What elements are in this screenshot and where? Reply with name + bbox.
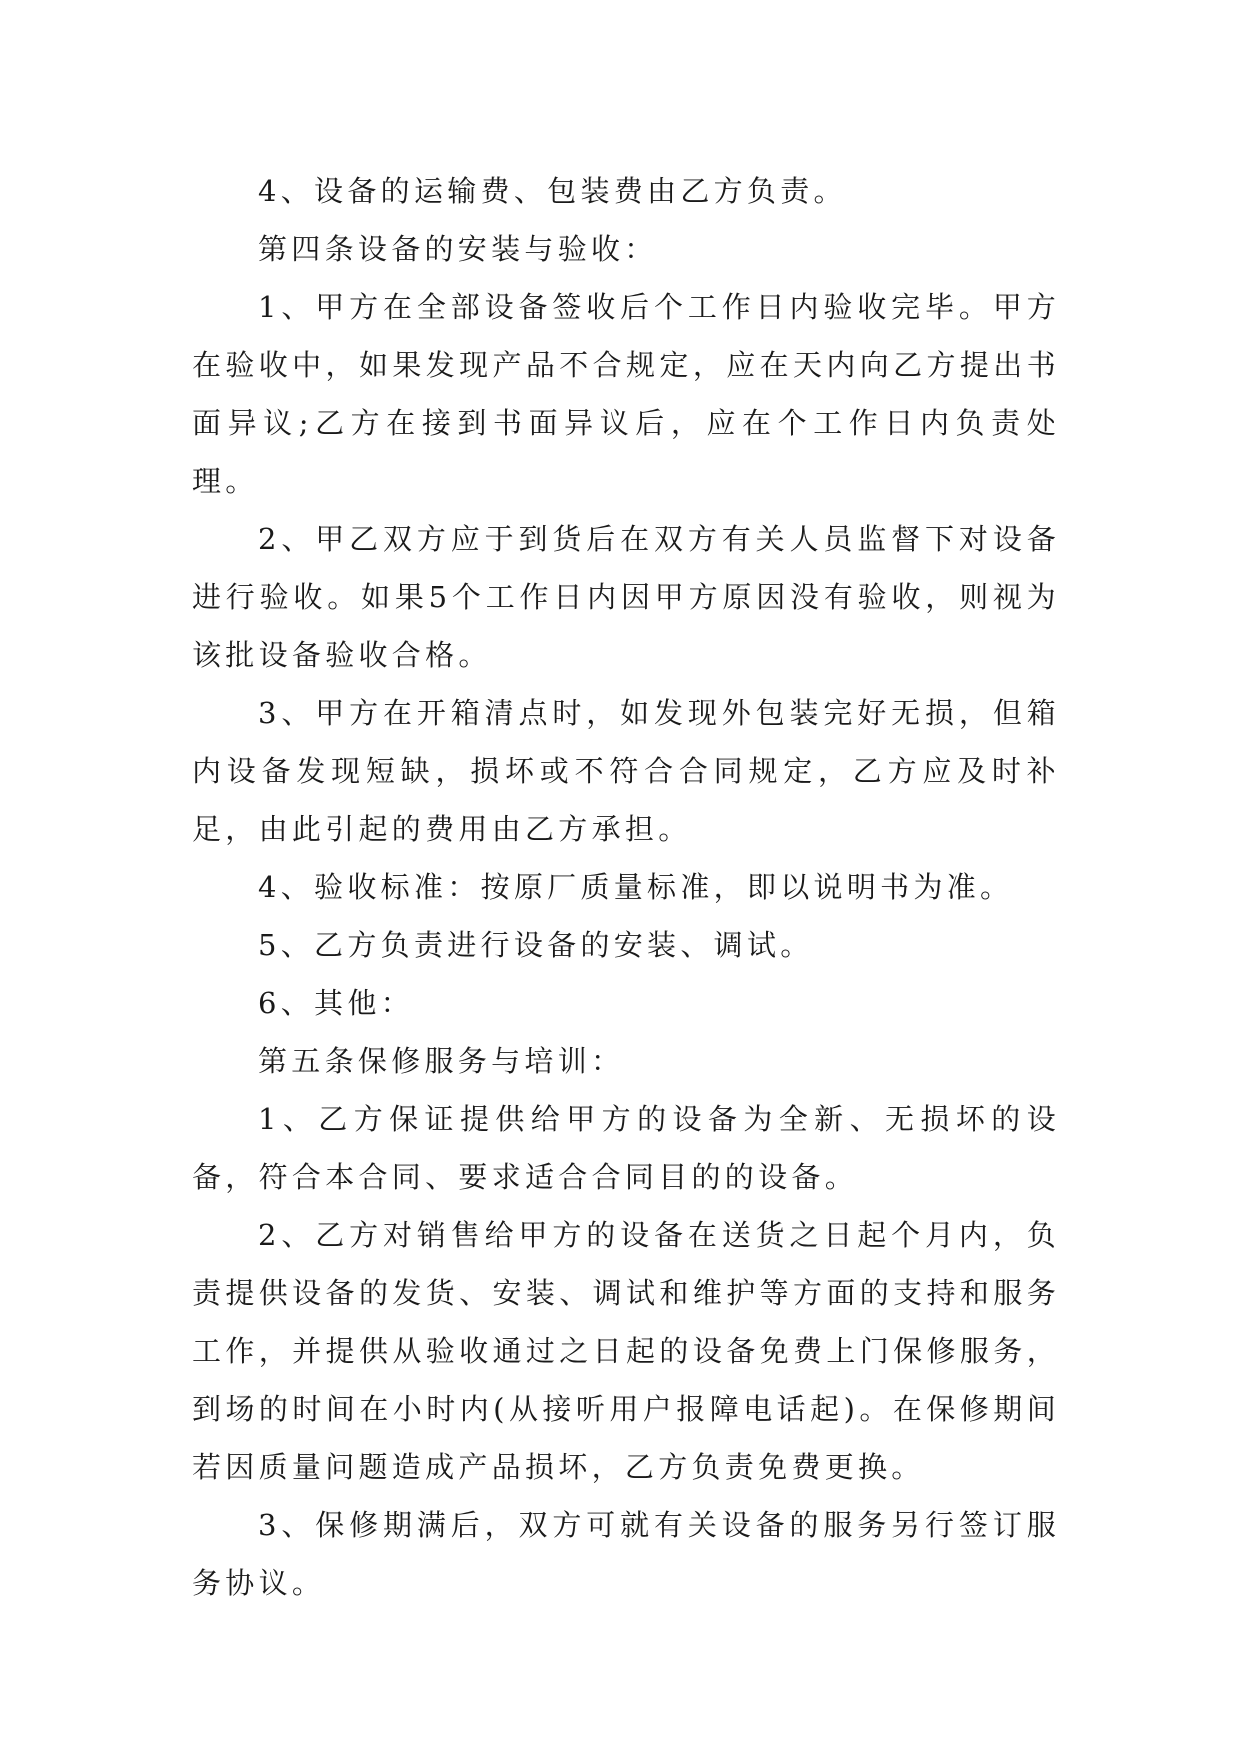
paragraph-article-4-item-2: 2、甲乙双方应于到货后在双方有关人员监督下对设备进行验收。如果5个工作日内因甲方原因没有验收，则视为该批设备验收合格。 [192, 522, 1060, 672]
paragraph-article-4-item-3: 3、甲方在开箱清点时，如发现外包装完好无损，但箱内设备发现短缺，损坏或不符合合同规定，乙方应及时补足，由此引起的费用由乙方承担。 [192, 696, 1060, 846]
paragraph-article-5-item-1: 1、乙方保证提供给甲方的设备为全新、无损坏的设备，符合本合同、要求适合合同目的的设备。 [192, 1102, 1060, 1194]
heading-article-5: 第五条保修服务与培训： [258, 1044, 625, 1078]
paragraph-article-4-item-6: 6、其他： [258, 986, 414, 1020]
heading-article-4: 第四条设备的安装与验收： [258, 232, 658, 266]
paragraph-article-4-item-1: 1、甲方在全部设备签收后个工作日内验收完毕。甲方在验收中，如果发现产品不合规定，应在天内向乙方提出书面异议;乙方在接到书面异议后，应在个工作日内负责处理。 [192, 290, 1060, 498]
paragraph-article-5-item-2: 2、乙方对销售给甲方的设备在送货之日起个月内，负责提供设备的发货、安装、调试和维护等方面的支持和服务工作，并提供从验收通过之日起的设备免费上门保修服务，到场的时间在小时内(从接听用户报障电话起)。在保修期间若因质量问题造成产品损坏，乙方负责免费更换。 [192, 1218, 1060, 1484]
paragraph-transport-fee: 4、设备的运输费、包装费由乙方负责。 [258, 174, 847, 208]
paragraph-article-4-item-5: 5、乙方负责进行设备的安装、调试。 [258, 928, 814, 962]
document-body [192, 162, 1060, 1612]
paragraph-article-4-item-4: 4、验收标准：按原厂质量标准，即以说明书为准。 [258, 870, 1014, 904]
paragraph-article-5-item-3: 3、保修期满后，双方可就有关设备的服务另行签订服务协议。 [192, 1508, 1060, 1600]
